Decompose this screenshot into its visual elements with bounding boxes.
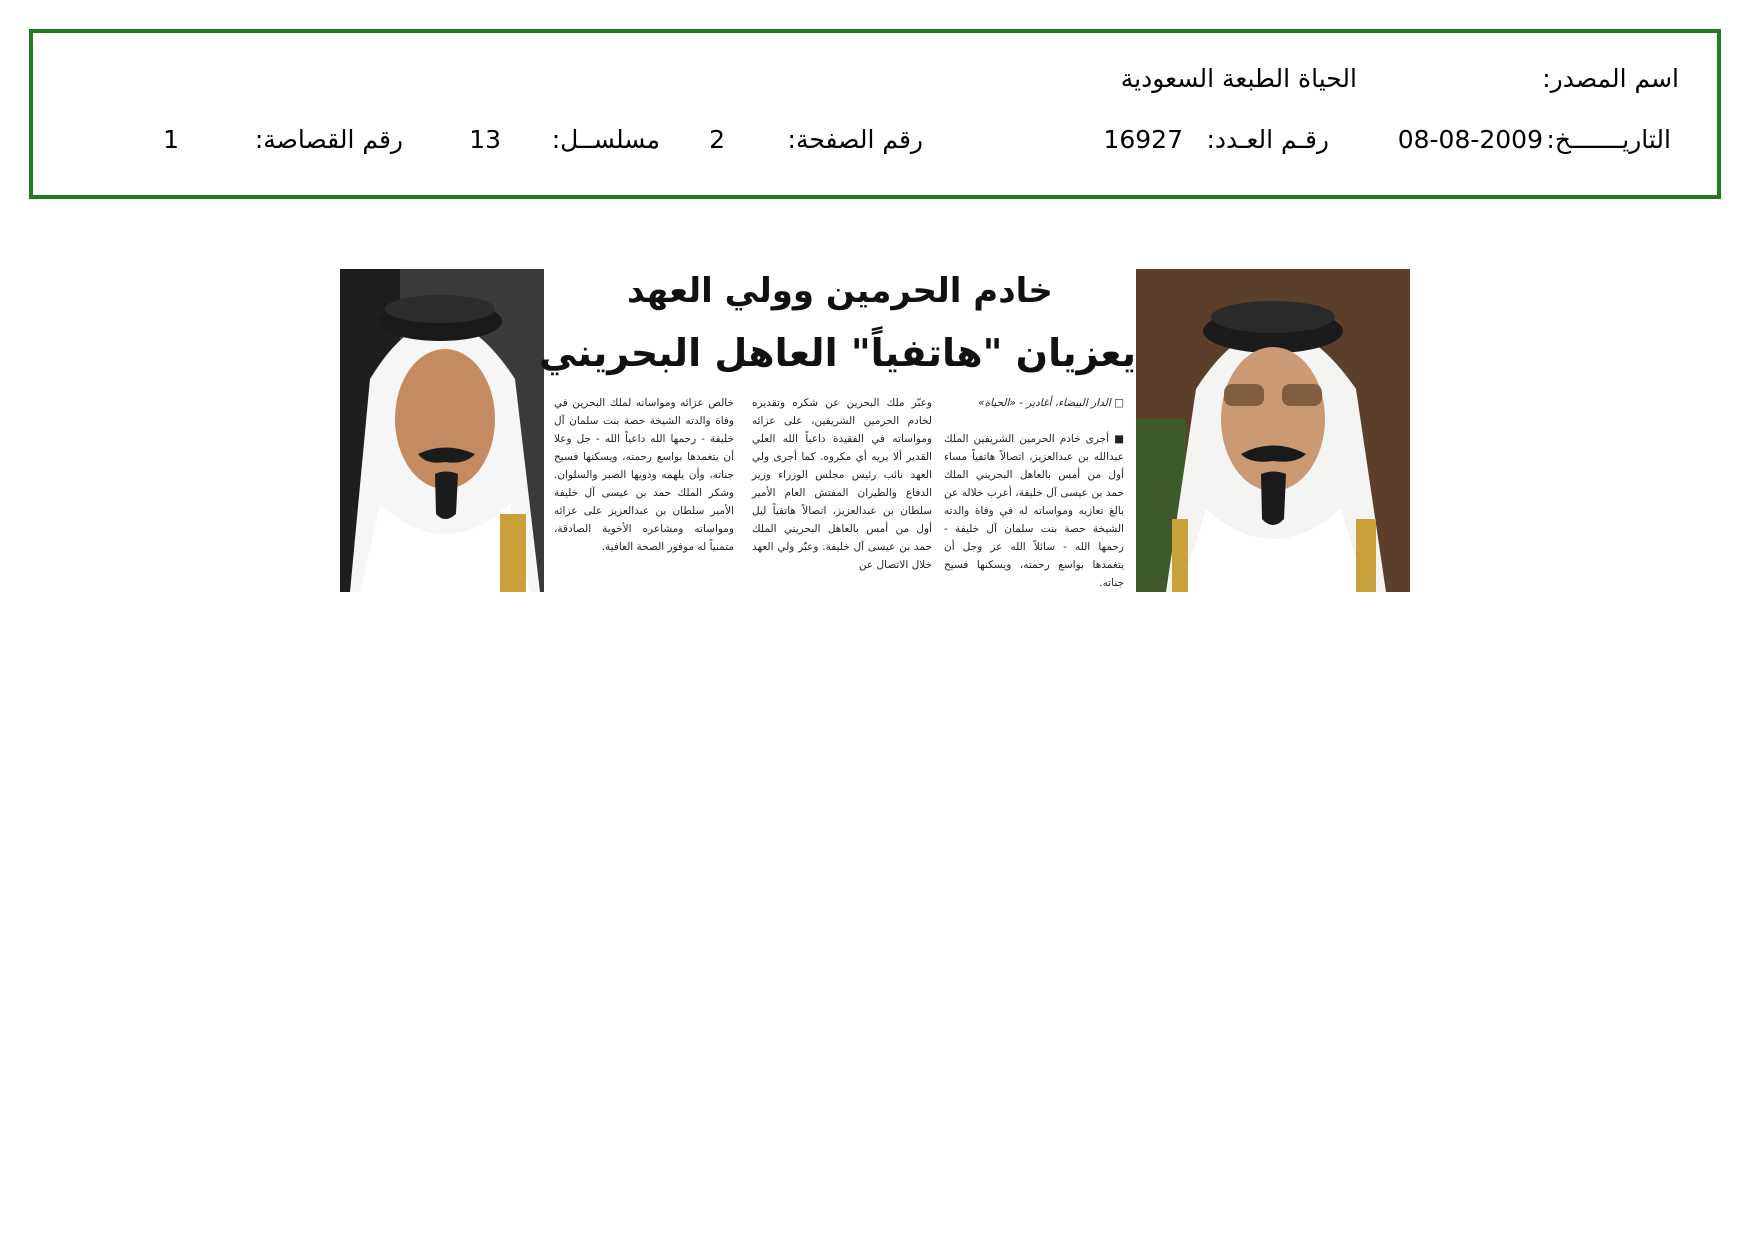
portrait-illustration-right — [1136, 269, 1410, 592]
portrait-photo-left — [340, 269, 544, 592]
headline-line-1: خادم الحرمين وولي العهد — [627, 271, 1053, 311]
clip-value: 1 — [163, 125, 179, 154]
article-column-1 — [944, 394, 1124, 592]
page-label: رقم الصفحة: — [787, 125, 923, 154]
clip-label: رقم القصاصة: — [254, 125, 403, 154]
portrait-photo-right — [1136, 269, 1410, 592]
article-column-1-text: ■ أجرى خادم الحرمين الشريفين الملك عبدالله بن عبدالعزيز، اتصالاً هاتفياً مساء أول من أمس بالعاهل البحريني الملك حمد بن عيسى آل خليفة، أعرب خلاله عن بالغ تعازيه ومواساته له في وفاة والدته الشيخة حصة بنت سلمان آل خليفة - رحمها الله - سائلاً الله عز وجل أن يتغمدها بواسع رحمته، ويسكنها فسيح جناته. — [944, 433, 1124, 589]
source-value: الحياة الطبعة السعودية — [1120, 64, 1357, 93]
issue-value: 16927 — [1103, 125, 1183, 154]
serial-value: 13 — [469, 125, 501, 154]
article-column-2-text: وعبّر ملك البحرين عن شكره وتقديره لخادم الحرمين الشريفين، على عزائه ومواساته في الفقيدة داعياً الله العلي القدير ألا يريه أي مكروه. كما أجرى ولي العهد نائب رئيس مجلس الوزراء وزير الدفاع والطيران المفتش العام الأمير سلطان بن عبدالعزيز، اتصالاً هاتفياً ليل أول من أمس بالعاهل البحريني الملك حمد بن عيسى آل خليفة. وعبّر ولي العهد خلال الاتصال عن — [752, 397, 932, 571]
article-column-3 — [554, 394, 734, 556]
serial-label: مسلســل: — [551, 125, 660, 154]
portrait-illustration-left — [340, 269, 544, 592]
page-value: 2 — [709, 125, 725, 154]
article-byline: □ الدار البيضاء، أغادير - «الحياة» — [978, 397, 1124, 409]
source-label: اسم المصدر: — [1542, 64, 1679, 93]
article-column-3-text: خالص عزائه ومواساته لملك البحرين في وفاة والدته الشيخة حصة بنت سلمان آل خليفة - رحمها الله داعياً الله - جل وعلا أن يتغمدها بواسع رحمته، ويسكنها فسيح جناته، وأن يلهمه وذويها الصبر والسلوان. وشكر الملك حمد بن عيسى آل خليفة الأمير سلطان بن عبدالعزيز على عزائه ومواساته ومشاعره الأخوية الصادقة، متمنياً له موفور الصحة العافية. — [554, 397, 734, 553]
headline-line-2: يعزيان "هاتفياً" العاهل البحريني — [539, 331, 1136, 375]
article-column-2 — [752, 394, 932, 574]
date-value: 08-08-2009 — [1397, 125, 1543, 154]
news-clipping — [340, 269, 1410, 592]
issue-label: رقـم العـدد: — [1206, 125, 1329, 154]
metadata-box — [29, 29, 1721, 199]
date-label: التاريـــــــخ: — [1546, 125, 1671, 154]
